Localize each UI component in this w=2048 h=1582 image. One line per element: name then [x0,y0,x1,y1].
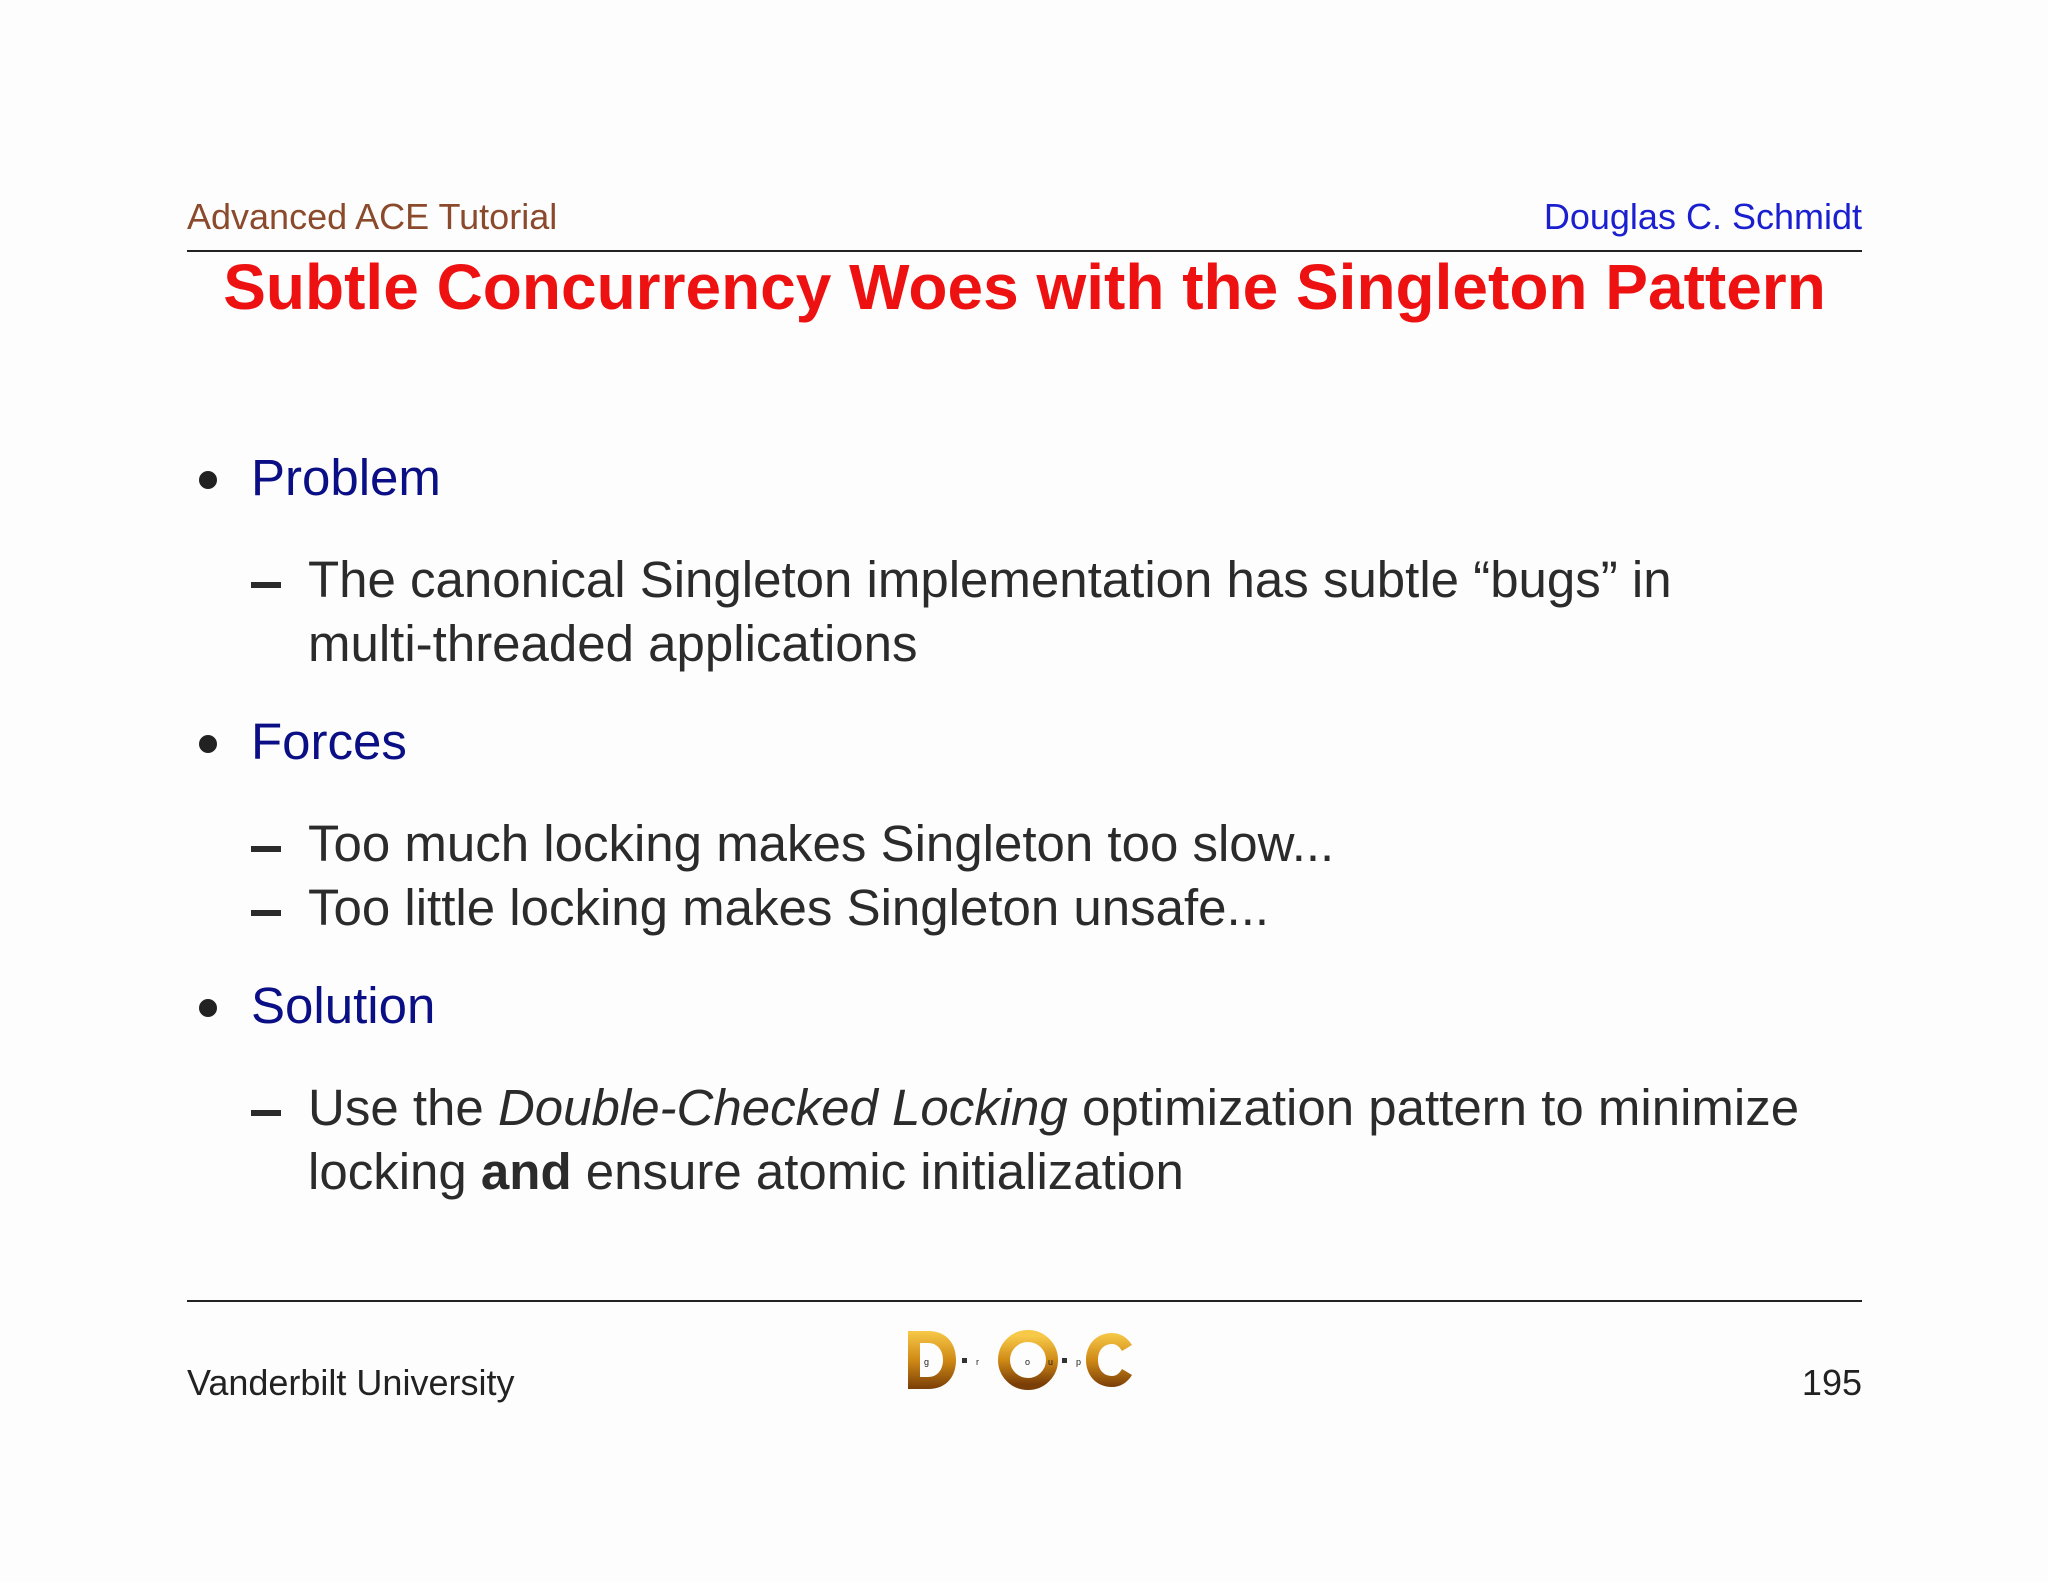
text-run: optimization pattern to minimize [1067,1079,1800,1136]
footer-rule [187,1300,1862,1302]
bullet-heading: Problem [251,449,441,506]
doc-group-logo [900,1325,1150,1395]
sub-item-line: The canonical Singleton implementation has subtle “bugs” in [308,551,1672,608]
sub-item-line: Too much locking makes Singleton too slow... [308,815,1335,872]
text-run: locking [308,1143,481,1200]
sub-item-text [308,1076,1799,1204]
text-run: Use the [308,1079,498,1136]
logo-small-letter: u [1048,1357,1054,1367]
text-run: ensure atomic initialization [571,1143,1184,1200]
bold-term: and [480,1143,572,1200]
footer-institution: Vanderbilt University [187,1362,515,1403]
sub-item-line: Too little locking makes Singleton unsafe... [308,879,1270,936]
bullet-heading: Forces [251,713,407,770]
header-author: Douglas C. Schmidt [1543,196,1862,237]
logo-small-letter: r [976,1357,979,1367]
sub-item-text [308,548,1672,676]
sub-item-line [308,1076,1799,1140]
dash-marker [251,1110,281,1116]
header-course-title: Advanced ACE Tutorial [187,196,558,237]
sub-item-line [308,1140,1799,1204]
dash-marker [251,910,281,916]
sub-item-text [308,812,1334,876]
bullet-dot [199,471,217,489]
sub-item-line: multi-threaded applications [308,615,918,672]
bullet-dot [199,735,217,753]
logo-small-letter: p [1076,1357,1082,1367]
bullet-heading: Solution [251,977,436,1034]
slide-title: Subtle Concurrency Woes with the Singleton Pattern [223,251,1826,323]
sub-item-text [308,876,1269,940]
logo-small-letter: o [1025,1357,1031,1367]
logo-letter-c [1086,1333,1132,1387]
logo-letter-d [908,1331,956,1389]
logo-dot [1062,1358,1067,1363]
logo-dot [962,1358,967,1363]
italic-term: Double-Checked Locking [497,1079,1068,1136]
logo-small-letter: g [924,1357,930,1367]
bullet-dot [199,999,217,1017]
dash-marker [251,846,281,852]
dash-marker [251,582,281,588]
page-number: 195 [1801,1362,1862,1403]
